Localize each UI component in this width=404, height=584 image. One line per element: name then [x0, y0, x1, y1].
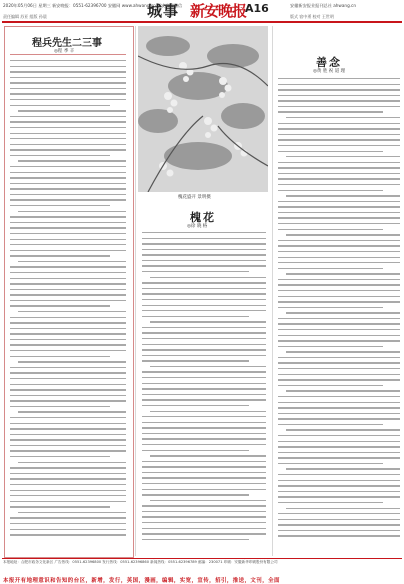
text-line: [278, 307, 383, 308]
left-title-divider: [10, 54, 126, 55]
text-line: [142, 371, 266, 372]
text-line: [18, 110, 126, 111]
text-line: [142, 528, 266, 529]
text-line: [10, 222, 126, 223]
text-line: [142, 338, 266, 339]
text-line: [142, 394, 266, 395]
text-line: [10, 501, 126, 502]
text-line: [10, 484, 126, 485]
text-line: [10, 166, 126, 167]
text-line: [142, 260, 266, 261]
text-line: [10, 183, 126, 184]
text-line: [10, 333, 126, 334]
text-line: [142, 238, 266, 239]
text-line: [142, 265, 266, 266]
text-line: [278, 407, 400, 408]
text-line: [278, 178, 400, 179]
text-line: [278, 435, 400, 436]
text-line: [10, 344, 126, 345]
text-line: [10, 506, 110, 507]
middle-article-body: [142, 232, 266, 544]
text-line: [278, 240, 400, 241]
middle-article-author: ◎徐 晓 格: [187, 224, 208, 229]
text-line: [142, 438, 266, 439]
locust-flower-photo: [138, 26, 268, 192]
text-line: [278, 212, 400, 213]
text-line: [278, 162, 400, 163]
text-line: [10, 283, 126, 284]
text-line: [278, 530, 400, 531]
text-line: [10, 395, 126, 396]
text-line: [278, 323, 400, 324]
text-line: [142, 271, 249, 272]
text-line: [142, 416, 266, 417]
text-line: [10, 317, 126, 318]
text-line: [142, 254, 266, 255]
text-line: [278, 524, 400, 525]
text-line: [10, 439, 126, 440]
text-line: [278, 268, 383, 269]
text-line: [142, 332, 266, 333]
newspaper-logo: 新安晚报: [190, 2, 247, 20]
text-line: [10, 149, 126, 150]
text-line: [278, 491, 400, 492]
text-line: [278, 418, 400, 419]
text-line: [278, 485, 400, 486]
text-line: [142, 494, 249, 495]
text-line: [278, 368, 400, 369]
right-article-title: 善念: [316, 56, 342, 69]
text-line: [10, 199, 126, 200]
text-line: [10, 155, 110, 156]
text-line: [278, 128, 400, 129]
text-line: [286, 508, 400, 509]
text-line: [278, 95, 400, 96]
text-line: [142, 511, 266, 512]
text-line: [278, 173, 400, 174]
text-line: [278, 100, 400, 101]
text-line: [278, 385, 383, 386]
text-line: [278, 474, 400, 475]
text-line: [278, 145, 400, 146]
text-line: [18, 211, 126, 212]
text-line: [278, 296, 400, 297]
text-line: [10, 428, 126, 429]
text-line: [10, 389, 126, 390]
text-line: [10, 372, 126, 373]
text-line: [10, 272, 126, 273]
left-article-title: 程兵先生二三事: [32, 38, 102, 49]
text-line: [10, 406, 110, 407]
text-line: [150, 455, 266, 456]
text-line: [10, 294, 126, 295]
left-article-author: ◎程 季 辛: [54, 49, 75, 54]
text-line: [278, 379, 400, 380]
text-line: [278, 346, 383, 347]
text-line: [278, 413, 400, 414]
text-line: [142, 472, 266, 473]
text-line: [278, 457, 400, 458]
text-line: [10, 250, 126, 251]
text-line: [278, 184, 400, 185]
text-line: [142, 293, 266, 294]
text-line: [10, 289, 126, 290]
text-line: [10, 172, 126, 173]
text-line: [142, 327, 266, 328]
text-line: [142, 477, 266, 478]
text-line: [18, 160, 126, 161]
text-line: [278, 463, 383, 464]
text-line: [10, 99, 126, 100]
text-line: [10, 82, 126, 83]
text-line: [10, 423, 126, 424]
text-line: [10, 478, 126, 479]
text-line: [10, 177, 126, 178]
text-line: [150, 500, 266, 501]
text-line: [150, 277, 266, 278]
text-line: [10, 356, 110, 357]
text-line: [10, 490, 126, 491]
text-line: [10, 305, 110, 306]
text-line: [286, 117, 400, 118]
section-title: 城事: [147, 2, 180, 20]
text-line: [150, 366, 266, 367]
text-line: [142, 427, 266, 428]
text-line: [278, 206, 400, 207]
text-line: [142, 405, 249, 406]
text-line: [10, 205, 110, 206]
text-line: [142, 533, 266, 534]
text-line: [10, 60, 126, 61]
text-line: [142, 310, 266, 311]
text-line: [278, 262, 400, 263]
text-line: [278, 496, 400, 497]
text-line: [278, 284, 400, 285]
text-line: [142, 433, 266, 434]
right-article-body: [278, 78, 400, 541]
text-line: [10, 328, 126, 329]
page-number: A16: [245, 2, 269, 15]
text-line: [286, 468, 400, 469]
text-line: [142, 377, 266, 378]
text-line: [278, 340, 400, 341]
text-line: [10, 495, 126, 496]
text-line: [10, 138, 126, 139]
text-line: [10, 529, 126, 530]
text-line: [278, 396, 400, 397]
text-line: [10, 88, 126, 89]
text-line: [10, 339, 126, 340]
text-line: [142, 282, 266, 283]
text-line: [10, 384, 126, 385]
text-line: [142, 388, 266, 389]
text-line: [142, 305, 266, 306]
text-line: [150, 411, 266, 412]
text-line: [278, 134, 400, 135]
text-line: [278, 78, 400, 79]
text-line: [278, 446, 400, 447]
text-line: [286, 195, 400, 196]
text-line: [142, 360, 249, 361]
text-line: [278, 84, 400, 85]
text-line: [18, 311, 126, 312]
text-line: [286, 234, 400, 235]
text-line: [10, 467, 126, 468]
text-line: [10, 66, 126, 67]
text-line: [10, 445, 126, 446]
text-line: [142, 450, 249, 451]
text-line: [10, 266, 126, 267]
text-line: [142, 539, 249, 540]
text-line: [10, 473, 126, 474]
text-line: [18, 261, 126, 262]
text-line: [10, 233, 126, 234]
text-line: [10, 105, 110, 106]
text-line: [142, 466, 266, 467]
text-line: [10, 450, 126, 451]
text-line: [10, 77, 126, 78]
text-line: [278, 229, 383, 230]
text-line: [142, 249, 266, 250]
text-line: [142, 422, 266, 423]
text-line: [278, 441, 400, 442]
text-line: [10, 350, 126, 351]
text-line: [10, 133, 126, 134]
text-line: [10, 417, 126, 418]
text-line: [10, 367, 126, 368]
text-line: [142, 489, 266, 490]
column-divider: [272, 26, 273, 556]
text-line: [10, 116, 126, 117]
text-line: [18, 512, 126, 513]
text-line: [142, 349, 266, 350]
editor-credits: 责任编辑 苏亚 组版 孙晨: [3, 14, 47, 19]
text-line: [278, 106, 400, 107]
text-line: [142, 243, 266, 244]
text-line: [142, 461, 266, 462]
text-line: [142, 505, 266, 506]
text-line: [278, 362, 400, 363]
text-line: [10, 517, 126, 518]
text-line: [142, 288, 266, 289]
text-line: [10, 227, 126, 228]
text-line: [10, 534, 126, 535]
text-line: [278, 201, 400, 202]
text-line: [278, 190, 383, 191]
photo-caption: 槐花盛开 景明摄: [178, 195, 211, 200]
text-line: [278, 251, 400, 252]
text-line: [278, 301, 400, 302]
column-divider: [135, 26, 136, 556]
text-line: [18, 361, 126, 362]
text-line: [278, 217, 400, 218]
text-line: [286, 273, 400, 274]
text-line: [10, 244, 126, 245]
footer-slogan: 本报开有地理意识和告知的台区，新增，发行，英国，漫画，编辑，实宽，宣传，招引，推送，文刊，全面: [3, 578, 280, 584]
text-line: [10, 378, 126, 379]
text-line: [18, 411, 126, 412]
text-line: [278, 279, 400, 280]
text-line: [10, 144, 126, 145]
text-line: [278, 519, 400, 520]
text-line: [10, 93, 126, 94]
text-line: [278, 245, 400, 246]
text-line: [142, 522, 266, 523]
footer-divider: [2, 558, 402, 559]
text-line: [278, 257, 400, 258]
middle-article-title: 槐花: [190, 211, 216, 224]
text-line: [142, 483, 266, 484]
text-line: [278, 123, 400, 124]
text-line: [278, 452, 400, 453]
footer-contact-info: 本报地址：合肥市政务文化新区 广告热线：0551-62396800 发行热线：0551-62396860 新闻热线：0551-62396789 邮编：230071 印刷：安徽新华印刷股份有限公司: [3, 560, 278, 564]
text-line: [150, 321, 266, 322]
text-line: [10, 400, 126, 401]
text-line: [278, 139, 400, 140]
text-line: [278, 424, 383, 425]
text-line: [10, 278, 126, 279]
text-line: [10, 523, 126, 524]
text-line: [10, 255, 110, 256]
right-article-author: ◎黄 胜 祝 道 理: [313, 69, 346, 74]
text-line: [278, 513, 400, 514]
text-line: [278, 167, 400, 168]
text-line: [10, 188, 126, 189]
text-line: [10, 194, 126, 195]
text-line: [278, 335, 400, 336]
text-line: [286, 351, 400, 352]
layout-credits: 版式 宿中勇 校对 王世明: [290, 14, 334, 19]
text-line: [10, 216, 126, 217]
text-line: [286, 390, 400, 391]
text-line: [10, 239, 126, 240]
text-line: [278, 329, 400, 330]
text-line: [10, 434, 126, 435]
text-line: [286, 156, 400, 157]
text-line: [278, 402, 400, 403]
text-line: [278, 151, 383, 152]
text-line: [278, 357, 400, 358]
text-line: [278, 290, 400, 291]
text-line: [278, 89, 400, 90]
text-line: [18, 462, 126, 463]
text-line: [278, 480, 400, 481]
text-line: [278, 111, 383, 112]
text-line: [286, 312, 400, 313]
date-line: 2020年05月06日 星期三 新安晚报：0551-62396700 安徽网 www.ahwang.cn 新安晚报微信: [3, 3, 183, 8]
header-right-info: 安徽新安报业报刊总社 ahwang.cn: [290, 3, 357, 8]
text-line: [142, 344, 266, 345]
text-line: [278, 502, 383, 503]
text-line: [278, 374, 400, 375]
left-article-body: [10, 60, 126, 540]
text-line: [278, 318, 400, 319]
text-line: [142, 316, 249, 317]
text-line: [142, 232, 266, 233]
text-line: [10, 121, 126, 122]
text-line: [10, 127, 126, 128]
text-line: [10, 322, 126, 323]
text-line: [10, 300, 126, 301]
text-line: [10, 456, 110, 457]
text-line: [278, 223, 400, 224]
text-line: [142, 299, 266, 300]
text-line: [10, 71, 126, 72]
text-line: [142, 516, 266, 517]
header-divider: [2, 21, 402, 23]
text-line: [142, 399, 266, 400]
text-line: [142, 444, 266, 445]
text-line: [278, 535, 400, 536]
text-line: [142, 355, 266, 356]
text-line: [142, 383, 266, 384]
text-line: [286, 429, 400, 430]
